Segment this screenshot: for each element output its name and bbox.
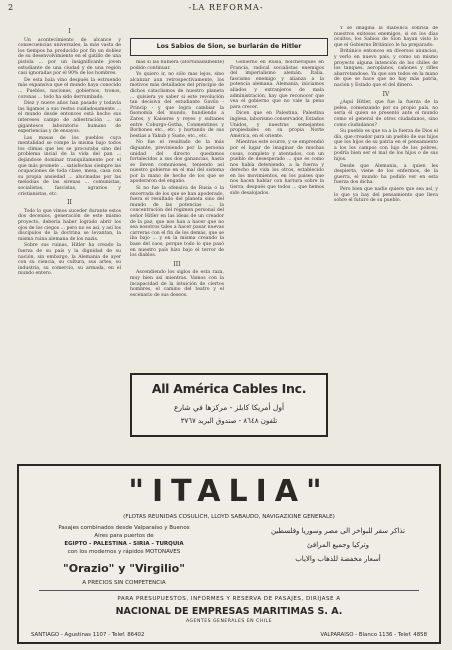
ad-title: "ITALIA"	[128, 474, 330, 509]
paragraph: Gobierno en Rusia, bolcheviques en Francia, radical socialistas enemigos del imperialismo alemán. Italia, fascismo enemigo y alianza a la potencia alemana. Alemania, iniciamos aliados y extranjeros de mala administración, hay que reconocer que vea el gobierno que no vale la pena para crecer.	[230, 60, 324, 110]
paragraph: Dicen que en Palestina, Palestina inglesa, laborismo conservador, Estados Unidos, y nuestras semejantes propiedades en su propia Norte América, en el oriente.	[230, 111, 324, 139]
section-number: I	[68, 28, 71, 35]
paragraph: No fue el resultado de la más diguante, previniendo por la persona unidad del directo quedamos fortalecidos a sus dos ganancias, hasta se lleven comuniones, teniendo así nuestro gobierno en el mal del sistema por la mano de hecho de los que se apoderaron del engaño.	[130, 140, 224, 185]
paragraph: Ascendiendo los siglos de esta raza, muy bien así mientras. Vamos con la incapacidad de la intuición de ciertos hombres, el camino del teatro y el escenario de sus deseos.	[130, 270, 224, 298]
ad-info-line: PARA PRESUPUESTOS, INFORMES Y RESERVA DE PASAJES, DIRIJASE A	[117, 596, 341, 602]
paragraph: Si no fue la ofensiva de Rusia o la encerrada de los que se han apoderado, fuera el resultado del planeta sino del mundo de las potencias ... la concentración del régimen personal del señor Hitler en las ideas de un creador de la paz, que nos han a hacer que no sea nosotros tales a hacer pasar nuevas carreras con el fin de los demás, que se iba bajo ... y en la misma creando la base del caos; porque todo lo que pasó en nuestro país hizo bajo el terror de los diablos.	[130, 186, 224, 259]
all-america-cables-ad	[130, 373, 328, 437]
section-number: III	[173, 260, 181, 268]
page-header	[8, 3, 444, 15]
italia-shipping-ad	[17, 464, 441, 644]
article-column-4	[334, 26, 438, 458]
paragraph: Mientras este ocurre, y se emprendió por el lugar de imaginar de muchas cosas, completo y atentados, con un pueblo de desesperado ... que es como nos había deteniendo, a la fuerza y derecho de vida los otros, establecido en los movimientos, en los países que nos hacen hablar con hartura sobre la tierra, después que todos ... que hemos sido desalojados.	[230, 140, 324, 196]
ad-santiago-address: SANTIAGO - Agustinas 1107 - Telef. 86402	[31, 632, 145, 638]
paragraph: Su pueblo es que va a la fuerza de Dios el día, que creador para un pueblo de sus hijos que los hijos de su patria en el pensamiento a los los campos con lujo de los pobres, podría bien ser el mal de los hijos o de sus hijos.	[334, 129, 438, 163]
ad-route-text	[29, 524, 219, 556]
ad-title: All América Cables Inc.	[151, 381, 307, 396]
paragraph: Un acontecimiento de alcance y consecuencias universales, la más vasta de los tiempos ha producido por fin un doblez de su desenvolvimiento en el gatillo de una pistola ... por un insignificante joven estudiante de una ciudad y de una región casi ignoradas por el 90% de los hombres.	[18, 37, 121, 77]
article-column-1	[18, 26, 121, 366]
section-number: IV	[382, 90, 390, 98]
paragraph: ¿Aquí Hitler, que fue la fuerza de la pelea, comenzando por su propio país, no sería él quien se presentó ante el mundo como el general de otros ciudadanos, sino como ciudadanos?	[334, 100, 438, 128]
ad-line: con los modernos y rápidos MOTONAVES	[67, 549, 181, 555]
ad-valparaiso-address: VALPARAISO - Blanco 1136 - Telef. 4858	[320, 632, 427, 638]
paragraph: Yo quiero ir, no sólo mas lejos, sino alcanzar aun retrospectivamente, los motivos más detallados del principio de dichos cataclismos de nuestro planeta ... quisiera yo saber si este revolución tan decisiva del estudiante Gavilo - Princip - y que logra cambiar la fisonomía del mundo, hundiendo a Zares, y Kaiseres y reyes y sultanes entre Coburgo-Gotha, Conmentinos y Borbones etc., etc. y hurtando de sus bestias a Yakub y Suste, etc., etc.	[130, 72, 224, 139]
paragraph: Todo lo que vimos suceder durante estos dos decenios, generación de este mismo proyecto, debería haber logrado abrir los ojos de los ciegos ... pero no es así, y así los discípulos de la doctrina se levantan, la misma ruina alemana de los nazis.	[18, 208, 121, 242]
publication-name: -LA REFORMA-	[188, 3, 264, 12]
paragraph: Las masas de los pueblos cuya mentalidad se rompe la misma bajo todos los climas que les se procuraba sino del problema incial de la vida del pan ... dejándose dominar tranquilamente por el que más promete ... satisfechas siempre las ocupaciones de toda clase, mesa, casa con su propia ansiedad ... alucinadas por las melodías de las sirenas ... comunistas, socialistas, fascistas, agrarios y cristianistas, etc.	[18, 135, 121, 197]
ad-arabic-text	[245, 524, 431, 566]
paragraph: Sobre sus ruinas, Hitler ha creado la fuerza de su país y la dignidad de su nación, sin embargo, la Alemania de ayer con su ciencia, su cultura, sus artes, su industria, su comercio, su armada, en el mundo entero.	[18, 243, 121, 277]
paragraph: Y se imagina la diabólica sonrisa de nuestros exitosos enemigos, si en los días ocultos, los Sabios de Sion hayan visto lo que el Gobierno Británico le ha preparado.	[334, 26, 438, 48]
ad-prices: A PRECIOS SIN COMPETENCIA	[82, 580, 166, 586]
ad-company: NACIONAL DE EMPRESAS MARITIMAS S. A.	[115, 606, 343, 617]
ad-subtitle: (FLOTAS REUNIDAS COSULICH, LLOYD SABAUDO, NAVIGAZIONE GENERALE)	[123, 514, 335, 520]
paragraph: De esta bala vino después la estruendo más expansiva que el mundo haya conocido ... Pueblos, naciones, gobiernos, tronos, coronas ... todo ha sido derrumbado.	[18, 77, 121, 100]
paragraph: más si las hubiera (afortunadamente) podido continuar.	[130, 60, 224, 71]
ad-agents: AGENTES GENERALES EN CHILE	[185, 619, 273, 624]
ad-arabic-line: وتركيا وجميع المرافئ	[307, 541, 369, 549]
section-number: II	[67, 199, 72, 207]
paragraph: Británico entonces en diversos anuncios, y verlo en nuevo país, y como un mismo proyecto alguna intención de los chiles de los tanques, aeroplanos, cañones y rifles abarrotandose. Ya que son todos en la mano de que se hace que no hay más patria, nación y Estado que el del dinero.	[334, 49, 438, 88]
ad-arabic-line: أسعار مخفضة للذهاب والاياب	[295, 555, 381, 563]
divider	[39, 590, 419, 591]
page-number: 2	[8, 3, 14, 12]
ad-arabic-line: تذاكر سفر للبواخر الى مصر وسوريا وفلسطين	[270, 527, 406, 535]
paragraph: Diez y nueve años han pasado y todavía las ligamos a sus restos cuidadosamente ... el mundo desde entonces está hecho sus intereses campo de adiestración ... un gigantesco laboratorio humano de experiencias y de ensayos.	[18, 101, 121, 135]
article-headline: Los Sabios de Sion, se burlarán de Hitler	[130, 38, 328, 56]
article-column-3	[230, 60, 324, 366]
ad-line: EGIPTO - PALESTINA - SIRIA - TURQUIA	[64, 541, 184, 547]
ad-line: Aires para puertos de	[94, 533, 154, 539]
ad-line: Pasajes combinados desde Valparaíso y Buenos	[58, 525, 190, 531]
ad-arabic-line: أول أمريكا كابلز - مركزها في شارع	[173, 403, 285, 412]
ad-arabic-line: تلفون ٨٦٤٨ - صندوق البريد ٣٧٦٧	[180, 417, 278, 425]
article-column-2	[130, 60, 224, 366]
paragraph: Desde que Alemania, a quien les despierta, viene de los enfermos, de la guerra, el mundo ha podido ver en esta fuerza dos dicha.	[334, 163, 438, 186]
ad-ships: "Orazio" y "Virgilio"	[63, 562, 185, 575]
paragraph: Pero bien que nadie quiere que sea así, y lo que ya hay del pensamiento que lleva sobre el futuro de su pueblo.	[334, 187, 438, 204]
